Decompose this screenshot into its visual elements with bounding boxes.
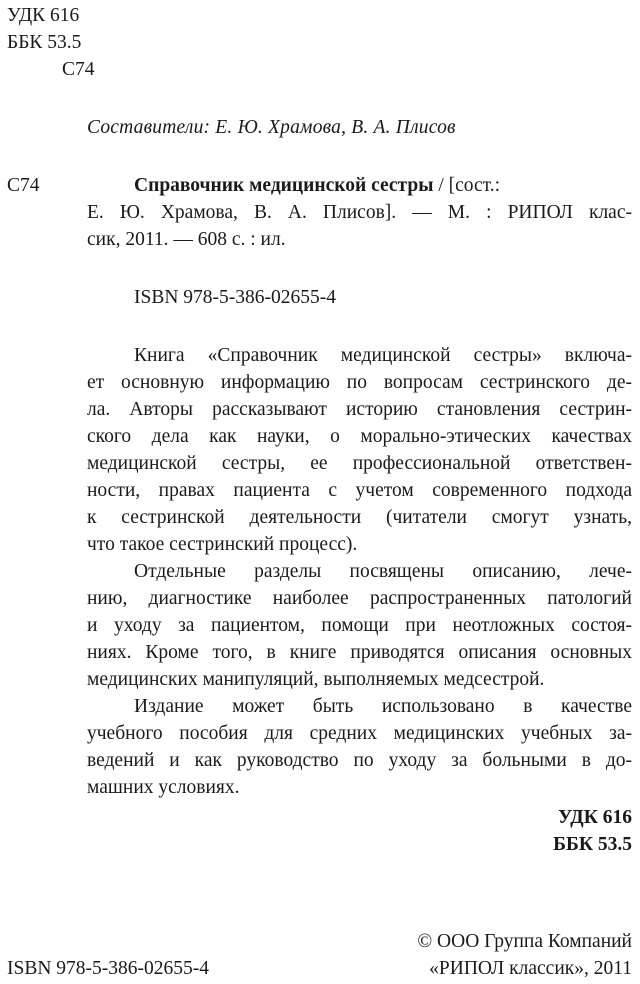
udk-code: УДК 616 bbox=[7, 5, 80, 26]
abstract-line: ет основную информацию по вопросам сестринского де- bbox=[87, 372, 632, 393]
abstract-line: машних условиях. bbox=[87, 777, 240, 798]
abstract-line: ниях. Кроме того, в книге приводятся описания основных bbox=[87, 642, 632, 663]
abstract-line: учебного пособия для средних медицинских учебных за- bbox=[87, 723, 632, 744]
abstract-line: Книга «Справочник медицинской сестры» включа- bbox=[134, 345, 632, 366]
catalog-mark: С74 bbox=[7, 175, 40, 196]
footer-udk-code: УДК 616 bbox=[557, 807, 632, 828]
abstract-line: что такое сестринский процесс). bbox=[87, 534, 358, 555]
author-mark: С74 bbox=[62, 59, 95, 80]
abstract-line: ского дела как науки, о морально-этических качествах bbox=[87, 426, 632, 447]
catalog-title-line bbox=[134, 176, 632, 196]
isbn-entry: ISBN 978-5-386-02655-4 bbox=[134, 287, 337, 308]
book-title: Справочник медицинской сестры bbox=[134, 175, 434, 196]
abstract-line: ности, правах пациента с учетом современного подхода bbox=[87, 480, 632, 501]
footer-bbk-code: ББК 53.5 bbox=[553, 834, 632, 855]
abstract-line: нию, диагностике наиболее распространенных патологий bbox=[87, 588, 632, 609]
footer-isbn: ISBN 978-5-386-02655-4 bbox=[7, 958, 210, 979]
catalog-line-2: Е. Ю. Храмова, В. А. Плисов]. — М. : РИПОЛ клас- bbox=[87, 202, 632, 223]
bbk-code: ББК 53.5 bbox=[7, 32, 82, 53]
abstract-line: Издание может быть использовано в качестве bbox=[134, 696, 632, 717]
abstract-line: медицинских манипуляций, выполняемых медсестрой. bbox=[87, 669, 545, 690]
abstract-line: медицинской сестры, ее профессиональной ответствен- bbox=[87, 453, 632, 474]
copyright-line-1: © ООО Группа Компаний bbox=[417, 931, 632, 952]
catalog-line1-rest: / [сост.: bbox=[433, 175, 501, 196]
compilers-line: Составители: Е. Ю. Храмова, В. А. Плисов bbox=[87, 117, 456, 138]
abstract-line: и уходу за пациентом, помощи при неотложных состоя- bbox=[87, 615, 632, 636]
abstract-line: к сестринской деятельности (читатели смогут узнать, bbox=[87, 507, 632, 528]
copyright-line-2: «РИПОЛ классик», 2011 bbox=[429, 958, 632, 979]
abstract-line: Отдельные разделы посвящены описанию, лече- bbox=[134, 561, 632, 582]
abstract-line: ла. Авторы рассказывают историю становления сестрин- bbox=[87, 399, 632, 420]
abstract-line: ведений и как руководство по уходу за больными в до- bbox=[87, 750, 632, 771]
catalog-line-3: сик, 2011. — 608 с. : ил. bbox=[87, 229, 286, 250]
